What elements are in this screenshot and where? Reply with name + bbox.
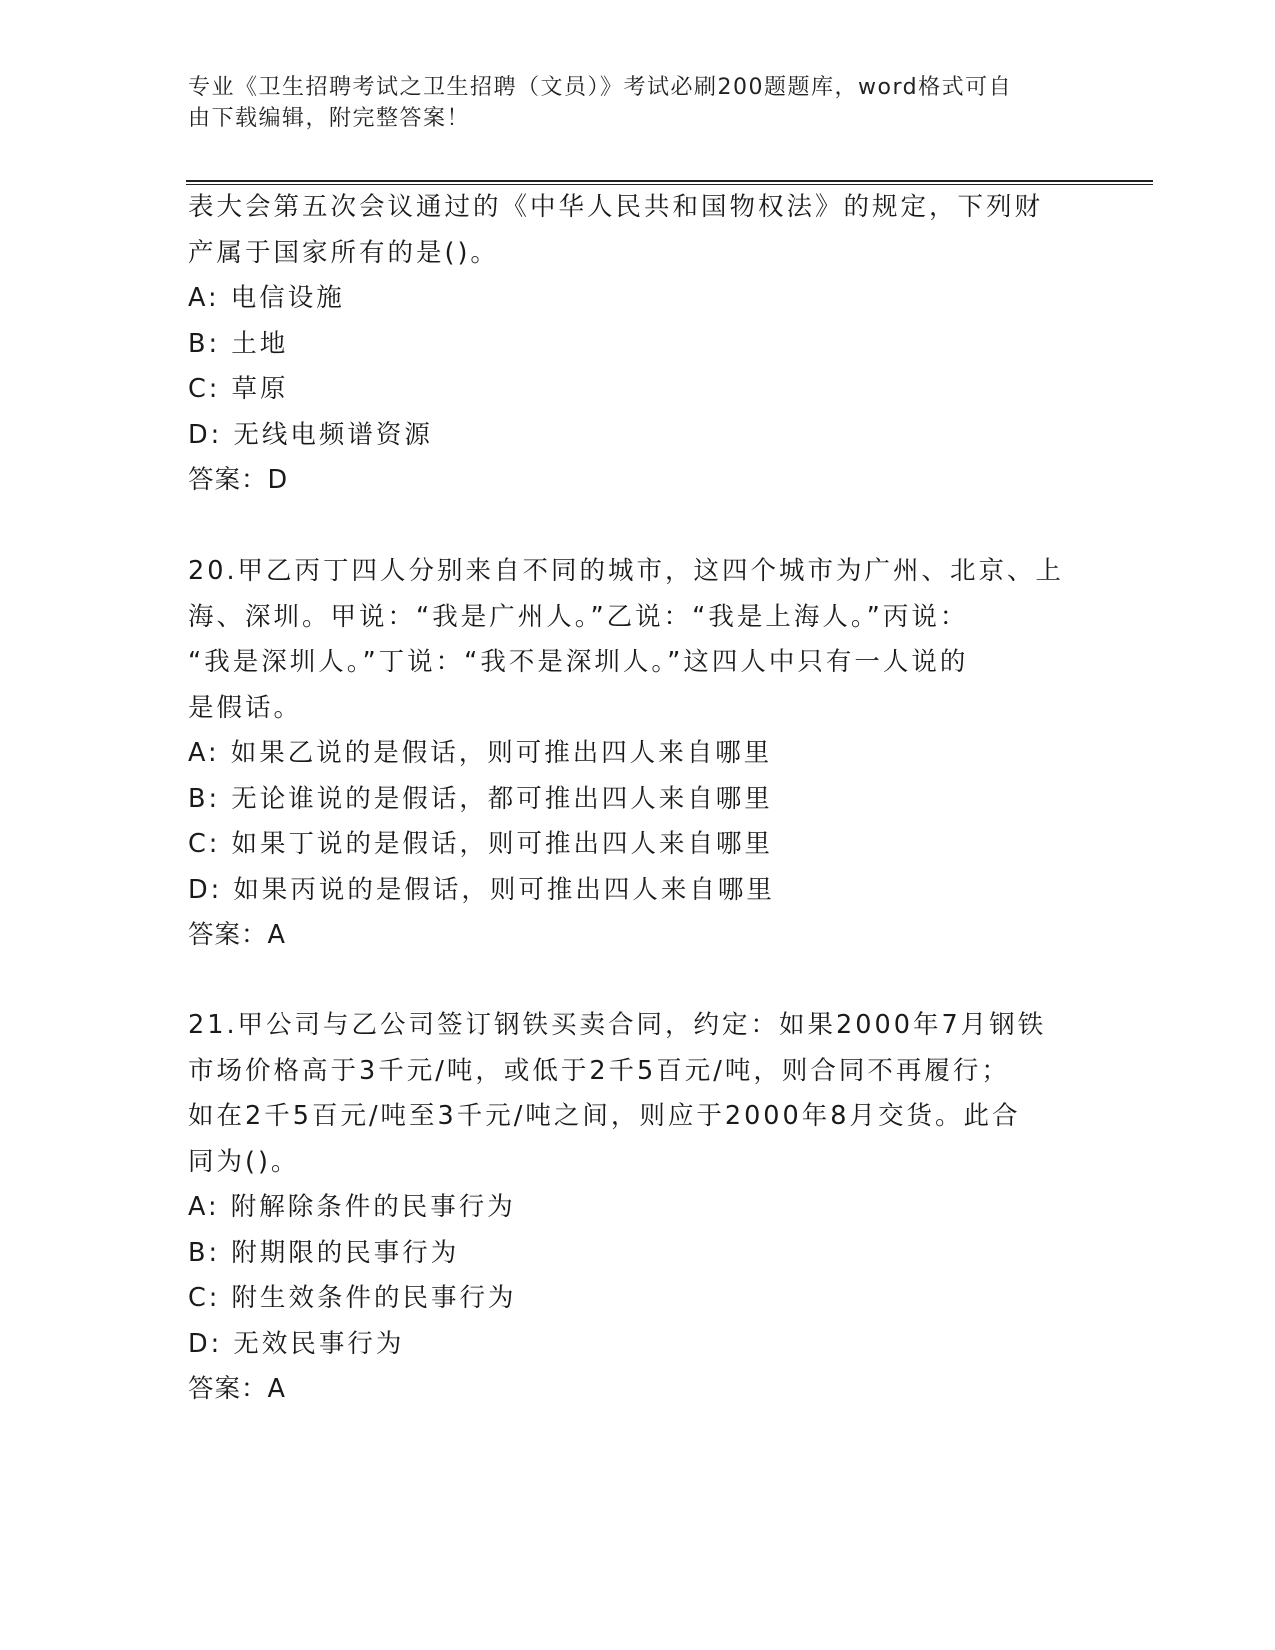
option-d: D: 无效民事行为 bbox=[188, 1328, 405, 1359]
question-stem-line: 海、深圳。甲说：“我是广州人。”乙说：“我是上海人。”丙说： bbox=[188, 601, 969, 632]
option-a: A: 电信设施 bbox=[188, 283, 345, 313]
option-c: C: 附生效条件的民事行为 bbox=[188, 1283, 517, 1313]
option-b: B: 无论谁说的是假话，都可推出四人来自哪里 bbox=[188, 783, 773, 814]
option-b: B: 附期限的民事行为 bbox=[188, 1237, 460, 1268]
question-stem-line: 市场价格高于3千元/吨，或低于2千5百元/吨，则合同不再履行； bbox=[188, 1055, 1010, 1086]
question-stem-line: 产属于国家所有的是()。 bbox=[188, 237, 499, 268]
question-21 bbox=[188, 1003, 1088, 1413]
question-19 bbox=[188, 185, 1088, 504]
option-d: D: 无线电频谱资源 bbox=[188, 419, 433, 450]
option-a: A: 附解除条件的民事行为 bbox=[188, 1192, 516, 1222]
option-c: C: 如果丁说的是假话，则可推出四人来自哪里 bbox=[188, 829, 774, 859]
header-divider-thick bbox=[186, 180, 1153, 182]
question-stem-line: 20.甲乙丙丁四人分别来自不同的城市，这四个城市为广州、北京、上 bbox=[188, 556, 1065, 586]
answer: 答案：A bbox=[188, 1374, 286, 1404]
document-header bbox=[188, 72, 1068, 134]
question-stem-line: 同为()。 bbox=[188, 1146, 300, 1177]
question-stem-line: 如在2千5百元/吨至3千元/吨之间，则应于2000年8月交货。此合 bbox=[188, 1101, 1021, 1131]
question-stem-line: “我是深圳人。”丁说：“我不是深圳人。”这四人中只有一人说的 bbox=[188, 647, 969, 677]
option-c: C: 草原 bbox=[188, 374, 289, 404]
header-line-1: 专业《卫生招聘考试之卫生招聘（文员）》考试必刷200题题库，word格式可自 bbox=[188, 75, 1013, 100]
answer: 答案：A bbox=[188, 920, 286, 950]
header-line-2: 由下载编辑，附完整答案！ bbox=[188, 106, 471, 131]
option-d: D: 如果丙说的是假话，则可推出四人来自哪里 bbox=[188, 874, 775, 905]
question-20 bbox=[188, 549, 1088, 959]
option-b: B: 土地 bbox=[188, 328, 289, 359]
question-stem-line: 21.甲公司与乙公司签订钢铁买卖合同，约定：如果2000年7月钢铁 bbox=[188, 1010, 1047, 1040]
question-stem-line: 是假话。 bbox=[188, 692, 303, 723]
option-a: A: 如果乙说的是假话，则可推出四人来自哪里 bbox=[188, 738, 773, 768]
question-stem-line: 表大会第五次会议通过的《中华人民共和国物权法》的规定，下列财 bbox=[188, 192, 1044, 222]
answer: 答案：D bbox=[188, 465, 289, 495]
